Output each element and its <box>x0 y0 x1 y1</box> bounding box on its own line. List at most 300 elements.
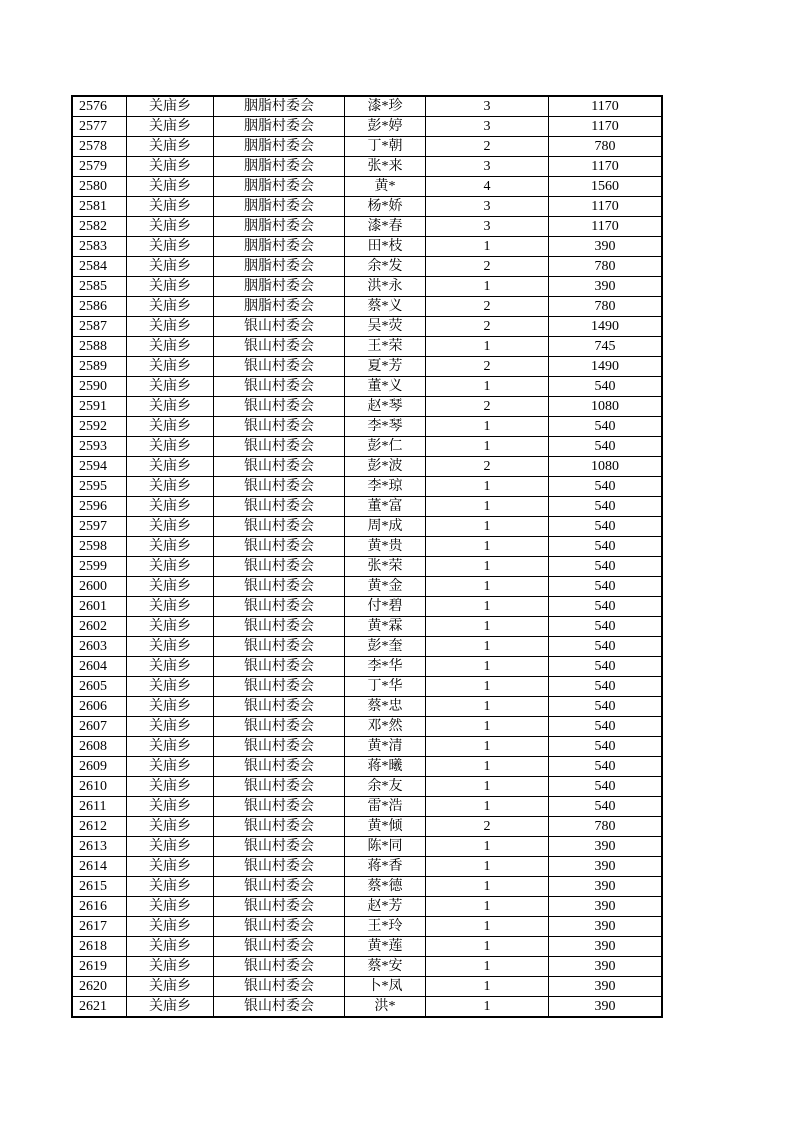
amount-cell: 540 <box>549 737 662 757</box>
amount-cell: 390 <box>549 277 662 297</box>
amount-cell: 540 <box>549 757 662 777</box>
row-number-cell: 2586 <box>73 297 127 317</box>
row-number-cell: 2617 <box>73 917 127 937</box>
row-number-cell: 2618 <box>73 937 127 957</box>
village-committee-cell: 胭脂村委会 <box>214 117 345 137</box>
township-cell: 关庙乡 <box>127 457 214 477</box>
amount-cell: 540 <box>549 697 662 717</box>
row-number-cell: 2599 <box>73 557 127 577</box>
household-count-cell: 1 <box>426 237 549 257</box>
name-cell: 黄*倾 <box>345 817 426 837</box>
household-count-cell: 1 <box>426 677 549 697</box>
name-cell: 洪*永 <box>345 277 426 297</box>
row-number-cell: 2609 <box>73 757 127 777</box>
name-cell: 董*富 <box>345 497 426 517</box>
township-cell: 关庙乡 <box>127 357 214 377</box>
amount-cell: 540 <box>549 657 662 677</box>
table-row <box>73 217 662 237</box>
village-committee-cell: 银山村委会 <box>214 997 345 1017</box>
table-row <box>73 617 662 637</box>
village-committee-cell: 银山村委会 <box>214 417 345 437</box>
row-number-cell: 2611 <box>73 797 127 817</box>
township-cell: 关庙乡 <box>127 157 214 177</box>
household-count-cell: 2 <box>426 397 549 417</box>
household-count-cell: 1 <box>426 717 549 737</box>
row-number-cell: 2583 <box>73 237 127 257</box>
village-committee-cell: 银山村委会 <box>214 877 345 897</box>
household-count-cell: 1 <box>426 497 549 517</box>
township-cell: 关庙乡 <box>127 557 214 577</box>
amount-cell: 540 <box>549 597 662 617</box>
table-row <box>73 177 662 197</box>
row-number-cell: 2610 <box>73 777 127 797</box>
table-row <box>73 497 662 517</box>
amount-cell: 540 <box>549 777 662 797</box>
village-committee-cell: 银山村委会 <box>214 597 345 617</box>
township-cell: 关庙乡 <box>127 317 214 337</box>
row-number-cell: 2620 <box>73 977 127 997</box>
row-number-cell: 2588 <box>73 337 127 357</box>
table-row <box>73 777 662 797</box>
amount-cell: 540 <box>549 557 662 577</box>
township-cell: 关庙乡 <box>127 757 214 777</box>
table-row <box>73 637 662 657</box>
amount-cell: 1170 <box>549 157 662 177</box>
amount-cell: 780 <box>549 137 662 157</box>
table-row <box>73 697 662 717</box>
name-cell: 卜*凤 <box>345 977 426 997</box>
amount-cell: 540 <box>549 637 662 657</box>
table-row <box>73 857 662 877</box>
township-cell: 关庙乡 <box>127 617 214 637</box>
name-cell: 黄*贵 <box>345 537 426 557</box>
table-row <box>73 437 662 457</box>
table-row <box>73 337 662 357</box>
row-number-cell: 2580 <box>73 177 127 197</box>
township-cell: 关庙乡 <box>127 897 214 917</box>
name-cell: 周*成 <box>345 517 426 537</box>
table-row <box>73 877 662 897</box>
name-cell: 王*玲 <box>345 917 426 937</box>
amount-cell: 390 <box>549 897 662 917</box>
name-cell: 彭*仁 <box>345 437 426 457</box>
village-committee-cell: 银山村委会 <box>214 817 345 837</box>
township-cell: 关庙乡 <box>127 397 214 417</box>
village-committee-cell: 胭脂村委会 <box>214 257 345 277</box>
row-number-cell: 2593 <box>73 437 127 457</box>
township-cell: 关庙乡 <box>127 597 214 617</box>
amount-cell: 1490 <box>549 357 662 377</box>
township-cell: 关庙乡 <box>127 657 214 677</box>
household-count-cell: 1 <box>426 377 549 397</box>
subsidy-table <box>72 96 662 1017</box>
household-count-cell: 1 <box>426 897 549 917</box>
village-committee-cell: 银山村委会 <box>214 857 345 877</box>
table-row <box>73 577 662 597</box>
table-row <box>73 917 662 937</box>
township-cell: 关庙乡 <box>127 137 214 157</box>
table-row <box>73 797 662 817</box>
village-committee-cell: 银山村委会 <box>214 797 345 817</box>
table-row <box>73 997 662 1017</box>
amount-cell: 1170 <box>549 117 662 137</box>
table-row <box>73 317 662 337</box>
table-row <box>73 157 662 177</box>
row-number-cell: 2597 <box>73 517 127 537</box>
village-committee-cell: 银山村委会 <box>214 657 345 677</box>
table-row <box>73 957 662 977</box>
village-committee-cell: 银山村委会 <box>214 677 345 697</box>
township-cell: 关庙乡 <box>127 797 214 817</box>
table-row <box>73 977 662 997</box>
row-number-cell: 2601 <box>73 597 127 617</box>
household-count-cell: 1 <box>426 557 549 577</box>
row-number-cell: 2616 <box>73 897 127 917</box>
township-cell: 关庙乡 <box>127 177 214 197</box>
village-committee-cell: 胭脂村委会 <box>214 277 345 297</box>
township-cell: 关庙乡 <box>127 717 214 737</box>
amount-cell: 390 <box>549 237 662 257</box>
village-committee-cell: 银山村委会 <box>214 557 345 577</box>
name-cell: 陈*同 <box>345 837 426 857</box>
township-cell: 关庙乡 <box>127 637 214 657</box>
name-cell: 黄* <box>345 177 426 197</box>
township-cell: 关庙乡 <box>127 537 214 557</box>
household-count-cell: 1 <box>426 417 549 437</box>
name-cell: 田*枝 <box>345 237 426 257</box>
table-row <box>73 97 662 117</box>
row-number-cell: 2587 <box>73 317 127 337</box>
row-number-cell: 2598 <box>73 537 127 557</box>
row-number-cell: 2584 <box>73 257 127 277</box>
village-committee-cell: 银山村委会 <box>214 397 345 417</box>
table-row <box>73 357 662 377</box>
row-number-cell: 2576 <box>73 97 127 117</box>
amount-cell: 1490 <box>549 317 662 337</box>
township-cell: 关庙乡 <box>127 197 214 217</box>
household-count-cell: 3 <box>426 217 549 237</box>
name-cell: 赵*芳 <box>345 897 426 917</box>
name-cell: 李*琼 <box>345 477 426 497</box>
amount-cell: 390 <box>549 877 662 897</box>
household-count-cell: 1 <box>426 537 549 557</box>
household-count-cell: 1 <box>426 477 549 497</box>
township-cell: 关庙乡 <box>127 217 214 237</box>
household-count-cell: 1 <box>426 637 549 657</box>
name-cell: 漆*春 <box>345 217 426 237</box>
amount-cell: 1080 <box>549 397 662 417</box>
row-number-cell: 2585 <box>73 277 127 297</box>
village-committee-cell: 银山村委会 <box>214 977 345 997</box>
name-cell: 丁*华 <box>345 677 426 697</box>
amount-cell: 1170 <box>549 217 662 237</box>
amount-cell: 390 <box>549 997 662 1017</box>
household-count-cell: 1 <box>426 617 549 637</box>
amount-cell: 1080 <box>549 457 662 477</box>
table-row <box>73 677 662 697</box>
household-count-cell: 1 <box>426 697 549 717</box>
household-count-cell: 1 <box>426 857 549 877</box>
table-row <box>73 897 662 917</box>
name-cell: 黄*霖 <box>345 617 426 637</box>
name-cell: 黄*莲 <box>345 937 426 957</box>
household-count-cell: 1 <box>426 597 549 617</box>
township-cell: 关庙乡 <box>127 737 214 757</box>
village-committee-cell: 银山村委会 <box>214 337 345 357</box>
village-committee-cell: 银山村委会 <box>214 617 345 637</box>
table-row <box>73 557 662 577</box>
name-cell: 蔡*安 <box>345 957 426 977</box>
name-cell: 丁*朝 <box>345 137 426 157</box>
row-number-cell: 2612 <box>73 817 127 837</box>
name-cell: 董*义 <box>345 377 426 397</box>
amount-cell: 540 <box>549 497 662 517</box>
village-committee-cell: 银山村委会 <box>214 497 345 517</box>
table-row <box>73 197 662 217</box>
household-count-cell: 1 <box>426 957 549 977</box>
township-cell: 关庙乡 <box>127 957 214 977</box>
row-number-cell: 2589 <box>73 357 127 377</box>
amount-cell: 390 <box>549 937 662 957</box>
name-cell: 雷*浩 <box>345 797 426 817</box>
township-cell: 关庙乡 <box>127 417 214 437</box>
village-committee-cell: 胭脂村委会 <box>214 217 345 237</box>
name-cell: 余*发 <box>345 257 426 277</box>
household-count-cell: 4 <box>426 177 549 197</box>
name-cell: 杨*娇 <box>345 197 426 217</box>
name-cell: 夏*芳 <box>345 357 426 377</box>
table-row <box>73 137 662 157</box>
household-count-cell: 1 <box>426 517 549 537</box>
table-row <box>73 517 662 537</box>
name-cell: 蔡*忠 <box>345 697 426 717</box>
amount-cell: 540 <box>549 477 662 497</box>
village-committee-cell: 银山村委会 <box>214 837 345 857</box>
row-number-cell: 2582 <box>73 217 127 237</box>
amount-cell: 540 <box>549 677 662 697</box>
township-cell: 关庙乡 <box>127 577 214 597</box>
village-committee-cell: 胭脂村委会 <box>214 157 345 177</box>
village-committee-cell: 银山村委会 <box>214 457 345 477</box>
township-cell: 关庙乡 <box>127 977 214 997</box>
amount-cell: 390 <box>549 957 662 977</box>
name-cell: 赵*琴 <box>345 397 426 417</box>
village-committee-cell: 银山村委会 <box>214 897 345 917</box>
amount-cell: 540 <box>549 517 662 537</box>
table-body <box>73 97 662 1017</box>
amount-cell: 1170 <box>549 97 662 117</box>
household-count-cell: 1 <box>426 797 549 817</box>
row-number-cell: 2594 <box>73 457 127 477</box>
township-cell: 关庙乡 <box>127 337 214 357</box>
household-count-cell: 2 <box>426 357 549 377</box>
table-row <box>73 397 662 417</box>
village-committee-cell: 胭脂村委会 <box>214 197 345 217</box>
township-cell: 关庙乡 <box>127 257 214 277</box>
household-count-cell: 1 <box>426 437 549 457</box>
name-cell: 蒋*曦 <box>345 757 426 777</box>
township-cell: 关庙乡 <box>127 857 214 877</box>
name-cell: 彭*奎 <box>345 637 426 657</box>
row-number-cell: 2578 <box>73 137 127 157</box>
household-count-cell: 1 <box>426 877 549 897</box>
amount-cell: 540 <box>549 617 662 637</box>
row-number-cell: 2621 <box>73 997 127 1017</box>
village-committee-cell: 银山村委会 <box>214 917 345 937</box>
amount-cell: 540 <box>549 797 662 817</box>
household-count-cell: 1 <box>426 937 549 957</box>
township-cell: 关庙乡 <box>127 277 214 297</box>
table-row <box>73 937 662 957</box>
township-cell: 关庙乡 <box>127 817 214 837</box>
township-cell: 关庙乡 <box>127 97 214 117</box>
amount-cell: 390 <box>549 977 662 997</box>
household-count-cell: 2 <box>426 817 549 837</box>
row-number-cell: 2605 <box>73 677 127 697</box>
name-cell: 王*荣 <box>345 337 426 357</box>
name-cell: 彭*波 <box>345 457 426 477</box>
amount-cell: 780 <box>549 297 662 317</box>
township-cell: 关庙乡 <box>127 297 214 317</box>
amount-cell: 540 <box>549 417 662 437</box>
amount-cell: 540 <box>549 577 662 597</box>
row-number-cell: 2600 <box>73 577 127 597</box>
household-count-cell: 2 <box>426 297 549 317</box>
name-cell: 李*华 <box>345 657 426 677</box>
table-row <box>73 237 662 257</box>
name-cell: 蔡*德 <box>345 877 426 897</box>
amount-cell: 540 <box>549 437 662 457</box>
household-count-cell: 2 <box>426 137 549 157</box>
household-count-cell: 1 <box>426 917 549 937</box>
village-committee-cell: 银山村委会 <box>214 317 345 337</box>
village-committee-cell: 银山村委会 <box>214 717 345 737</box>
village-committee-cell: 银山村委会 <box>214 697 345 717</box>
name-cell: 蔡*义 <box>345 297 426 317</box>
household-count-cell: 2 <box>426 457 549 477</box>
village-committee-cell: 银山村委会 <box>214 477 345 497</box>
amount-cell: 1170 <box>549 197 662 217</box>
township-cell: 关庙乡 <box>127 937 214 957</box>
amount-cell: 1560 <box>549 177 662 197</box>
name-cell: 漆*珍 <box>345 97 426 117</box>
amount-cell: 390 <box>549 837 662 857</box>
row-number-cell: 2604 <box>73 657 127 677</box>
table-row <box>73 537 662 557</box>
table-row <box>73 817 662 837</box>
township-cell: 关庙乡 <box>127 437 214 457</box>
table-row <box>73 717 662 737</box>
row-number-cell: 2602 <box>73 617 127 637</box>
household-count-cell: 1 <box>426 657 549 677</box>
village-committee-cell: 银山村委会 <box>214 777 345 797</box>
household-count-cell: 2 <box>426 317 549 337</box>
name-cell: 黄*金 <box>345 577 426 597</box>
amount-cell: 780 <box>549 817 662 837</box>
township-cell: 关庙乡 <box>127 917 214 937</box>
township-cell: 关庙乡 <box>127 497 214 517</box>
household-count-cell: 1 <box>426 977 549 997</box>
table-row <box>73 457 662 477</box>
amount-cell: 540 <box>549 377 662 397</box>
amount-cell: 390 <box>549 857 662 877</box>
row-number-cell: 2591 <box>73 397 127 417</box>
village-committee-cell: 胭脂村委会 <box>214 97 345 117</box>
township-cell: 关庙乡 <box>127 997 214 1017</box>
household-count-cell: 1 <box>426 997 549 1017</box>
household-count-cell: 1 <box>426 337 549 357</box>
row-number-cell: 2590 <box>73 377 127 397</box>
village-committee-cell: 银山村委会 <box>214 577 345 597</box>
village-committee-cell: 胭脂村委会 <box>214 137 345 157</box>
row-number-cell: 2595 <box>73 477 127 497</box>
name-cell: 付*碧 <box>345 597 426 617</box>
name-cell: 彭*婷 <box>345 117 426 137</box>
table-row <box>73 837 662 857</box>
village-committee-cell: 银山村委会 <box>214 537 345 557</box>
table-row <box>73 297 662 317</box>
village-committee-cell: 银山村委会 <box>214 357 345 377</box>
name-cell: 张*荣 <box>345 557 426 577</box>
village-committee-cell: 银山村委会 <box>214 937 345 957</box>
village-committee-cell: 银山村委会 <box>214 377 345 397</box>
township-cell: 关庙乡 <box>127 837 214 857</box>
table-row <box>73 417 662 437</box>
village-committee-cell: 银山村委会 <box>214 737 345 757</box>
household-count-cell: 2 <box>426 257 549 277</box>
household-count-cell: 1 <box>426 837 549 857</box>
household-count-cell: 3 <box>426 117 549 137</box>
amount-cell: 390 <box>549 917 662 937</box>
row-number-cell: 2579 <box>73 157 127 177</box>
name-cell: 张*来 <box>345 157 426 177</box>
table-row <box>73 257 662 277</box>
name-cell: 蒋*香 <box>345 857 426 877</box>
name-cell: 李*琴 <box>345 417 426 437</box>
village-committee-cell: 银山村委会 <box>214 957 345 977</box>
village-committee-cell: 胭脂村委会 <box>214 237 345 257</box>
amount-cell: 780 <box>549 257 662 277</box>
name-cell: 余*友 <box>345 777 426 797</box>
township-cell: 关庙乡 <box>127 477 214 497</box>
village-committee-cell: 胭脂村委会 <box>214 297 345 317</box>
table-row <box>73 117 662 137</box>
household-count-cell: 3 <box>426 97 549 117</box>
row-number-cell: 2596 <box>73 497 127 517</box>
household-count-cell: 1 <box>426 277 549 297</box>
row-number-cell: 2619 <box>73 957 127 977</box>
row-number-cell: 2615 <box>73 877 127 897</box>
village-committee-cell: 银山村委会 <box>214 517 345 537</box>
name-cell: 黄*清 <box>345 737 426 757</box>
name-cell: 邓*然 <box>345 717 426 737</box>
row-number-cell: 2603 <box>73 637 127 657</box>
table-row <box>73 737 662 757</box>
amount-cell: 540 <box>549 717 662 737</box>
township-cell: 关庙乡 <box>127 377 214 397</box>
amount-cell: 745 <box>549 337 662 357</box>
row-number-cell: 2608 <box>73 737 127 757</box>
table-row <box>73 657 662 677</box>
household-count-cell: 3 <box>426 197 549 217</box>
township-cell: 关庙乡 <box>127 517 214 537</box>
township-cell: 关庙乡 <box>127 677 214 697</box>
village-committee-cell: 银山村委会 <box>214 637 345 657</box>
village-committee-cell: 银山村委会 <box>214 757 345 777</box>
township-cell: 关庙乡 <box>127 697 214 717</box>
row-number-cell: 2613 <box>73 837 127 857</box>
name-cell: 吴*荧 <box>345 317 426 337</box>
